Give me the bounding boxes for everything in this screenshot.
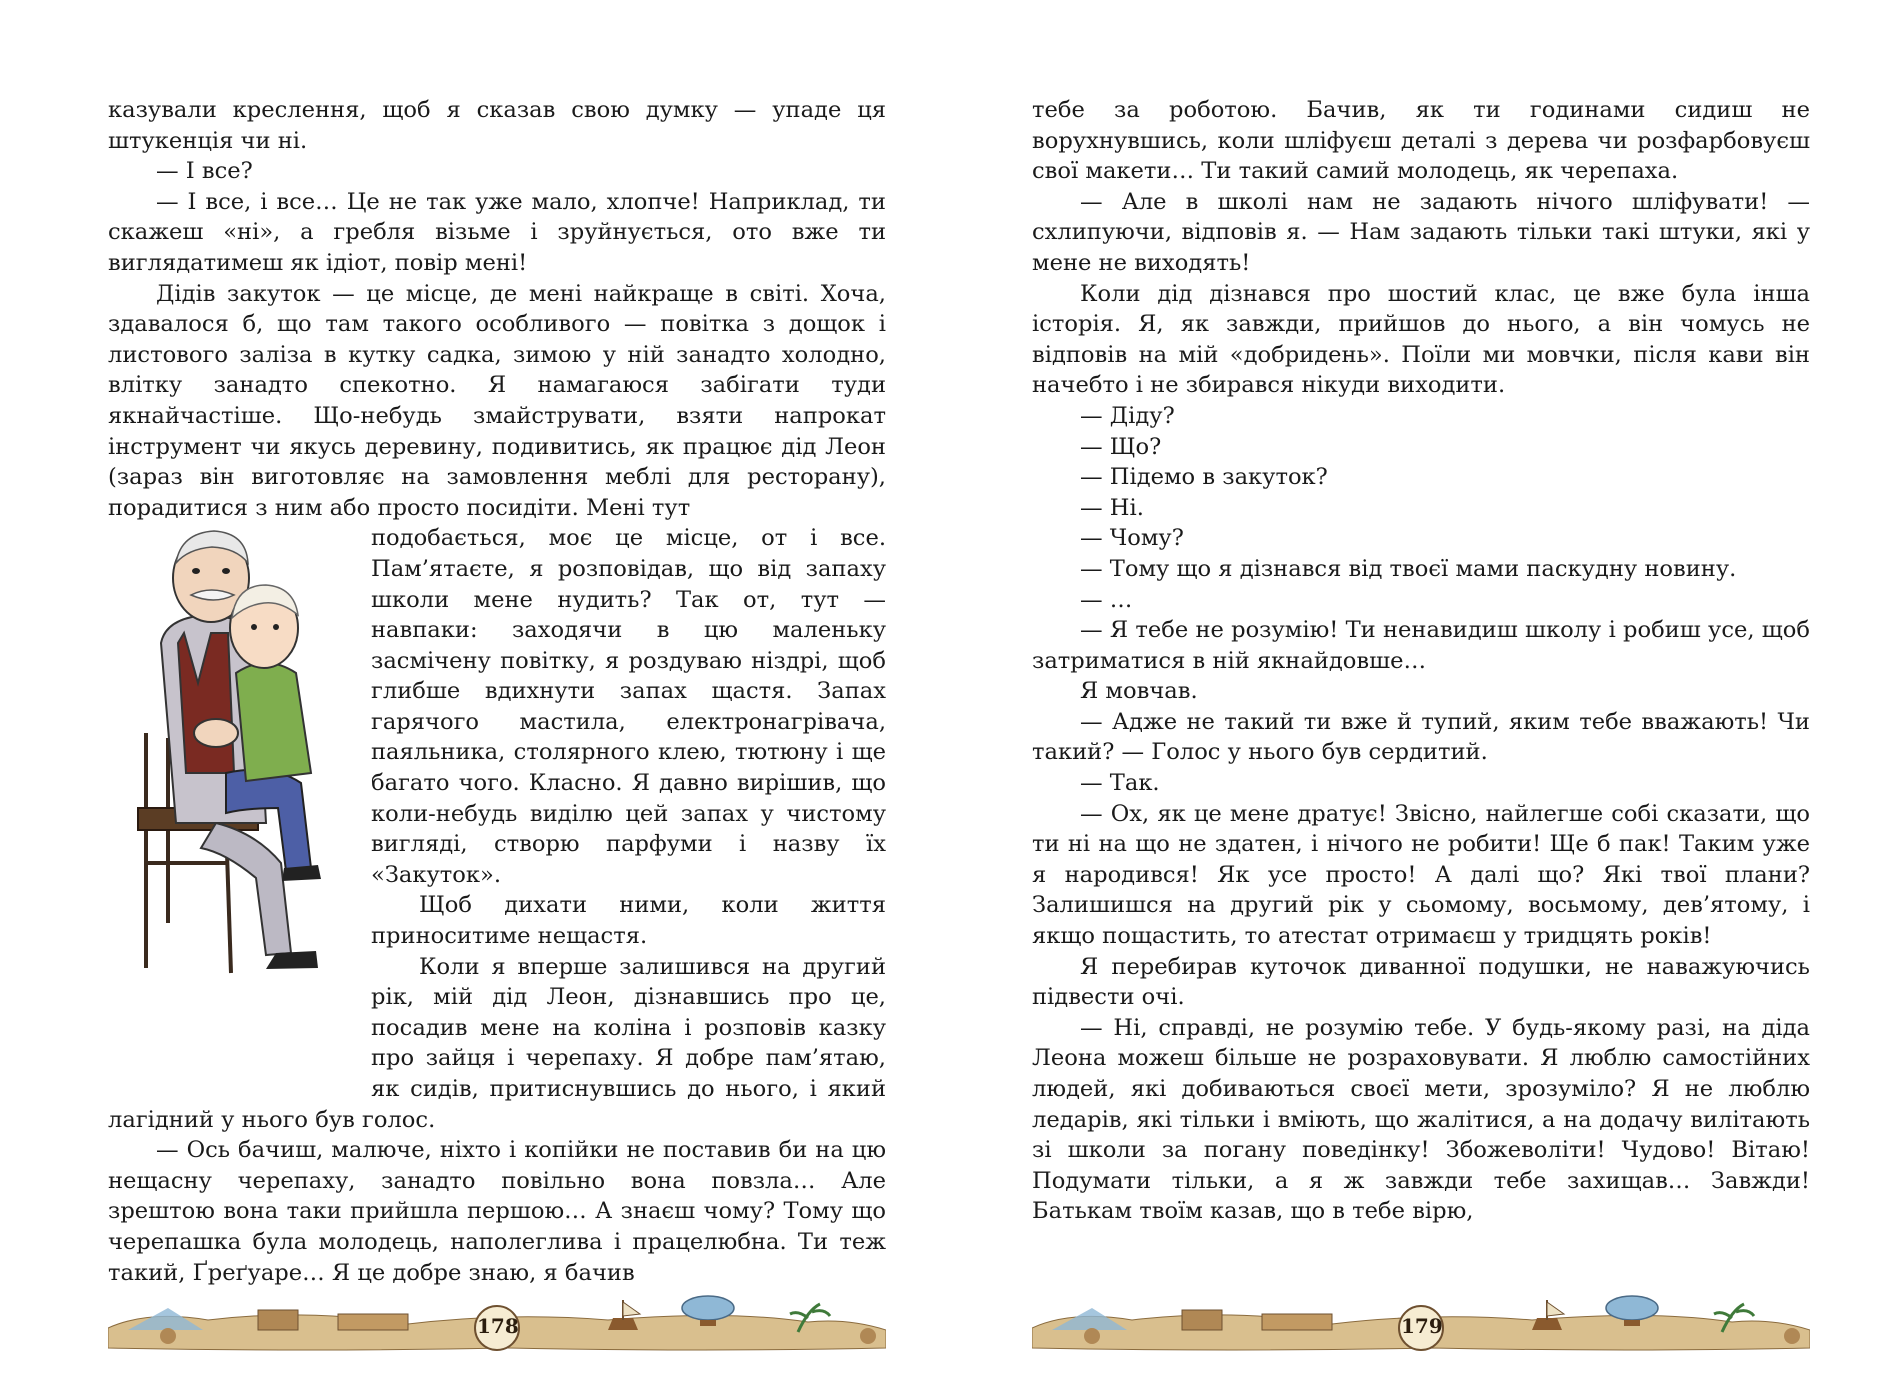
paragraph: Щоб дихати ними, коли життя приноситиме нещастя.: [371, 892, 886, 950]
right-page: [1032, 95, 1810, 1227]
paragraph: — Чому?: [1080, 525, 1184, 552]
paragraph: подобається, моє це місце, от і все. Пам’ятаєте, я розповідав, що від запаху школи мене нудить? Так от, тут — навпаки: заходячи в цю маленьку засмічену повітку, я роздуваю ніздрі, щоб глибше вдихнути запах щастя. Запах гарячого мастила, електронагрівача, паяльника, столярного клею, тютюну і ще багато чого. Класно. Я давно вирішив, що коли-небудь виділю цей запах у чистому вигляді, створю парфуми і назву їх «Закуток».: [371, 525, 886, 888]
grandfather-grandson-illustration: [106, 523, 361, 1083]
paragraph: Коли я вперше залишився на другий рік, мій дід Леон, дізнавшись про це, посадив мене на коліна і розповів казку про зайця і черепаху. Я добре пам’ятаю, як сидів, притиснувшись до нього, і який лагідний у нього був голос.: [108, 953, 886, 1133]
page-number-left: 178: [477, 1314, 519, 1338]
paragraph: — І все?: [156, 158, 253, 185]
illustration-drawing: [106, 523, 361, 983]
paragraph: Дідів закуток — це місце, де мені найкраще в світі. Хоча, здавалося б, що там такого особливого — повітка з дощок і листового заліза в кутку садка, зимою у ній занадто холодно, влітку занадто спекотно. Я намагаюся забігати туди якнайчастіше. Що-небудь змайструвати, взяти напрокат інструмент чи якусь деревину, подивитись, як працює дід Леон (зараз він виготовляє на замовлення меблі для ресторану), порадитися з ним або просто посидіти. Мені тут: [108, 280, 886, 521]
paragraph: — Діду?: [1080, 402, 1175, 429]
paragraph: — Підемо в закуток?: [1080, 464, 1328, 491]
paragraph: Коли дід дізнався про шостий клас, це вже була інша історія. Я, як завжди, прийшов до нього, а він чомусь не відповів на мій «добридень». Поїли ми мовчки, після кави він начебто і не збирався нікуди виходити.: [1032, 280, 1810, 399]
paragraph: Я перебирав куточок диванної подушки, не наважуючись підвести очі.: [1032, 953, 1810, 1011]
paragraph: — Ні.: [1080, 494, 1144, 521]
left-page: [108, 95, 886, 1288]
paragraph: тебе за роботою. Бачив, як ти годинами сидиш не ворухнувшись, коли шліфуєш деталі з дерева чи розфарбовуєш свої макети… Ти такий самий молодець, як черепаха.: [1032, 97, 1810, 185]
paragraph: — Я тебе не розумію! Ти ненавидиш школу і робиш усе, щоб затриматися в ній якнайдовше…: [1032, 617, 1810, 674]
paragraph: — Так.: [1080, 770, 1160, 797]
paragraph: — Тому що я дізнався від твоєї мами паскудну новину.: [1080, 555, 1737, 582]
paragraph: — Але в школі нам не задають нічого шліфувати! — схлипуючи, відповів я. — Нам задають тільки такі штуки, які у мене не виходять!: [1032, 188, 1810, 276]
paragraph: — Адже не такий ти вже й тупий, яким тебе вважають! Чи такий? — Голос у нього був сердитий.: [1032, 708, 1810, 766]
paragraph: — Що?: [1080, 433, 1162, 460]
paragraph: — Ох, як це мене дратує! Звісно, найлегше собі сказати, що ти ні на що не здатен, і нічого не робити! Ще б пак! Таким уже я народився! Як усе просто! А далі що? Які твої плани? Залишишся на другий рік у сьомому, восьмому, дев’ятому, і якщо пощастить, то атестат отримаєш у тридцять років!: [1032, 800, 1810, 950]
paragraph: — Ні, справді, не розумію тебе. У будь-якому разі, на діда Леона можеш більше не розраховувати. Я люблю самостійних людей, які добиваються своєї мети, зрозуміло? Я не люблю ледарів, які тільки і вміють, що жалітися, а на додачу вилітають зі школи за погану поведінку! Збожеволіти! Чудово! Вітаю! Подумати тільки, а я ж завжди тебе захищав… Завжди! Батькам твоїм казав, що в тебе вірю,: [1032, 1014, 1810, 1225]
paragraph: — …: [1080, 586, 1133, 613]
page-number-right: 179: [1401, 1314, 1443, 1338]
paragraph: — І все, і все… Це не так уже мало, хлопче! Наприклад, ти скажеш «ні», а гребля візьме і зруйнується, ото вже ти виглядатимеш як ідіот, повір мені!: [108, 188, 886, 276]
paragraph: казували креслення, щоб я сказав свою думку — упаде ця штукенція чи ні.: [108, 97, 886, 154]
paragraph: Я мовчав.: [1080, 678, 1198, 705]
paragraph: — Ось бачиш, малюче, ніхто і копійки не поставив би на цю нещасну черепаху, занадто повільно вона повзла… Але зрештою вона таки прийшла першою… А знаєш чому? Тому що черепашка була молодець, наполеглива і працелюбна. Ти теж такий, Ґреґуаре… Я це добре знаю, я бачив: [108, 1137, 886, 1286]
